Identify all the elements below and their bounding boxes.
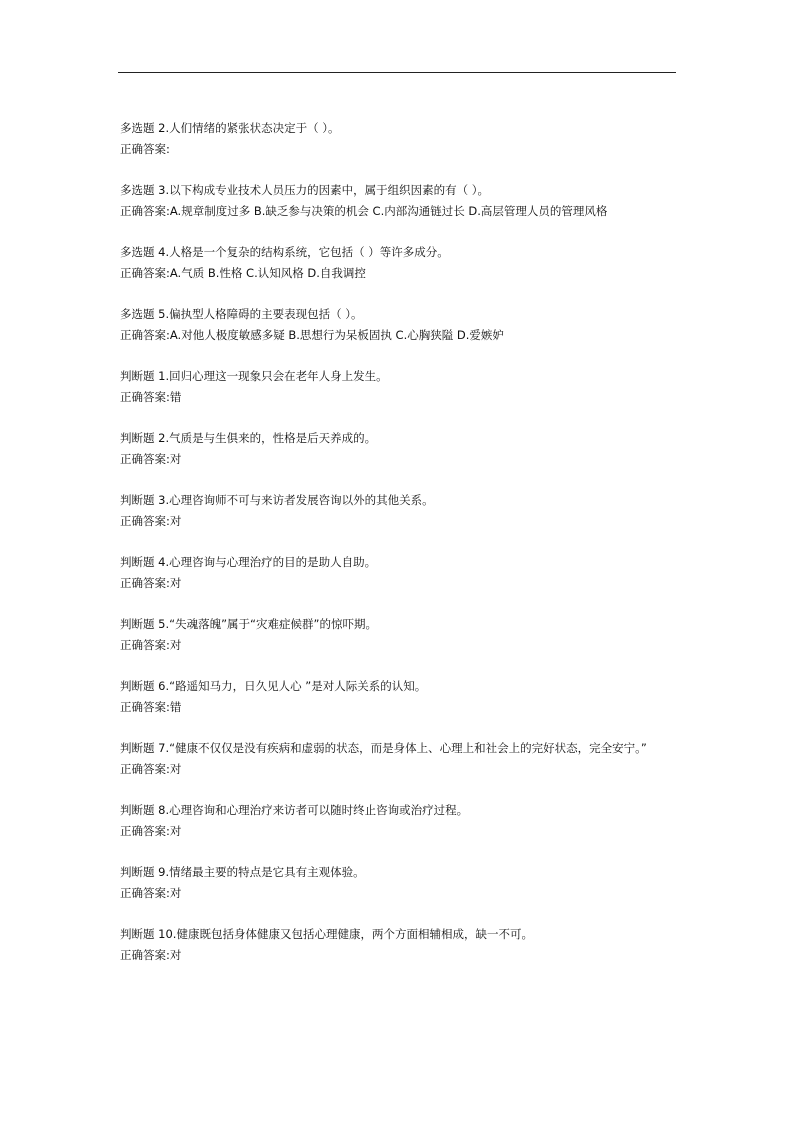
question-item: [120, 738, 676, 780]
answer-text: 正确答案:对: [120, 886, 182, 900]
question-text: 判断题 2.气质是与生俱来的，性格是后天养成的。: [120, 431, 377, 445]
question-item: [120, 180, 676, 222]
answer-text: 正确答案:错: [120, 390, 182, 404]
answer-text: 正确答案:A.对他人极度敏感多疑 B.思想行为呆板固执 C.心胸狭隘 D.爱嫉妒: [120, 328, 504, 342]
question-item: [120, 304, 676, 346]
question-item: [120, 366, 676, 408]
question-text: 判断题 8.心理咨询和心理治疗来访者可以随时终止咨询或治疗过程。: [120, 803, 469, 817]
question-item: [120, 118, 676, 160]
answer-text: 正确答案:对: [120, 514, 182, 528]
question-item: [120, 862, 676, 904]
question-text: 判断题 1.回归心理这一现象只会在老年人身上发生。: [120, 369, 388, 383]
answer-text: 正确答案:: [120, 142, 170, 156]
answer-text: 正确答案:对: [120, 638, 182, 652]
question-text: 多选题 2.人们情绪的紧张状态决定于（ ）。: [120, 121, 340, 135]
question-item: [120, 242, 676, 284]
question-text: 多选题 5.偏执型人格障碍的主要表现包括（ ）。: [120, 307, 363, 321]
answer-text: 正确答案:对: [120, 576, 182, 590]
question-text: 判断题 3.心理咨询师不可与来访者发展咨询以外的其他关系。: [120, 493, 434, 507]
question-text: 判断题 7.“健康不仅仅是没有疾病和虚弱的状态，而是身体上、心理上和社会上的完好状态，完全安宁。”: [120, 741, 647, 755]
document-body: [120, 118, 676, 986]
answer-text: 正确答案:对: [120, 452, 182, 466]
question-item: [120, 490, 676, 532]
question-item: [120, 552, 676, 594]
question-item: [120, 800, 676, 842]
answer-text: 正确答案:对: [120, 762, 182, 776]
question-text: 判断题 6.“路遥知马力，日久见人心 ”是对人际关系的认知。: [120, 679, 427, 693]
question-item: [120, 924, 676, 966]
answer-text: 正确答案:对: [120, 824, 182, 838]
question-text: 判断题 9.情绪最主要的特点是它具有主观体验。: [120, 865, 365, 879]
answer-text: 正确答案:A.规章制度过多 B.缺乏参与决策的机会 C.内部沟通链过长 D.高层管理人员的管理风格: [120, 204, 608, 218]
header-rule: [118, 72, 676, 73]
question-text: 判断题 10.健康既包括身体健康又包括心理健康，两个方面相辅相成，缺一不可。: [120, 927, 533, 941]
question-text: 判断题 4.心理咨询与心理治疗的目的是助人自助。: [120, 555, 377, 569]
question-item: [120, 676, 676, 718]
question-text: 判断题 5.“失魂落魄”属于“灾难症候群”的惊吓期。: [120, 617, 377, 631]
question-text: 多选题 3.以下构成专业技术人员压力的因素中，属于组织因素的有（ ）。: [120, 183, 490, 197]
answer-text: 正确答案:对: [120, 948, 182, 962]
question-item: [120, 428, 676, 470]
answer-text: 正确答案:A.气质 B.性格 C.认知风格 D.自我调控: [120, 266, 366, 280]
question-item: [120, 614, 676, 656]
answer-text: 正确答案:错: [120, 700, 182, 714]
question-text: 多选题 4.人格是一个复杂的结构系统，它包括（ ）等许多成分。: [120, 245, 449, 259]
